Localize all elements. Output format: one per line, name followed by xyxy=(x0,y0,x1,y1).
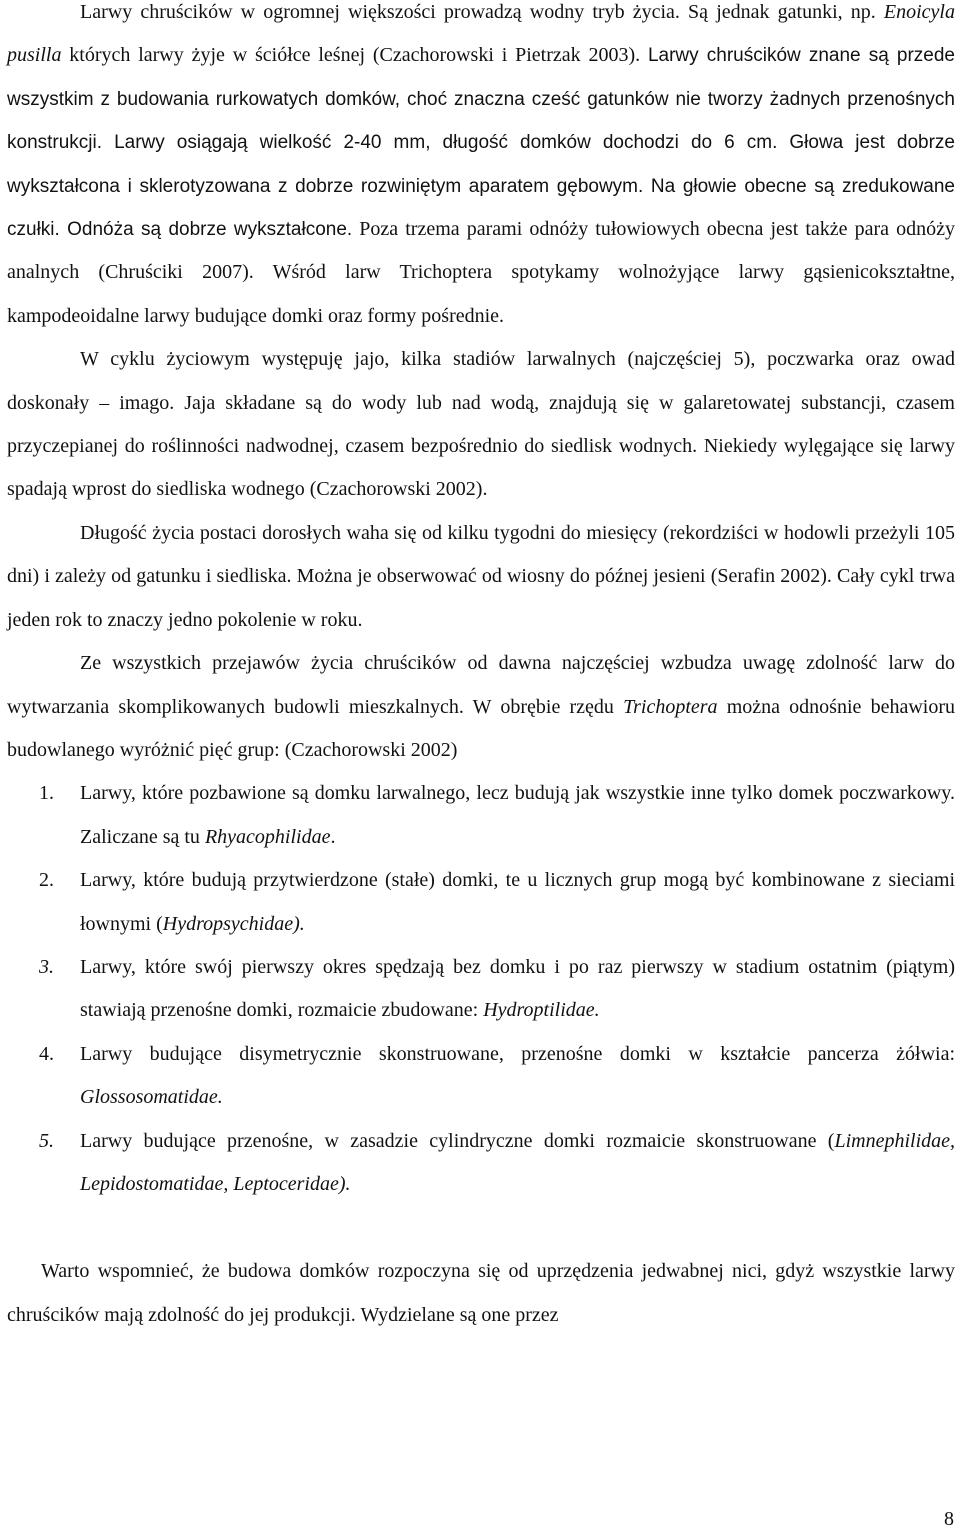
taxon-name: Limnephilidae, Lepidostomatidae, Leptoceridae). xyxy=(80,1129,955,1195)
taxon-name: Glossosomatidae. xyxy=(80,1086,223,1109)
list-text: Larwy, które swój pierwszy okres spędzają bez domku i po raz pierwszy w stadium ostatnim (piątym) stawiają przenośne domki, rozmaicie zbudowane: xyxy=(80,955,955,1022)
text-run: Wśród larw Trichoptera spotykamy wolnożyjące larwy gąsienicokształtne, kampodeoidalne larwy budujące domki oraz formy pośrednie. xyxy=(7,261,956,327)
list-text: . xyxy=(330,825,336,848)
list-item xyxy=(7,859,955,946)
blank-line xyxy=(7,1206,955,1250)
taxon-name: Rhyacophilidae xyxy=(204,825,331,848)
taxon-name: Trichoptera xyxy=(623,695,718,718)
list-text: Larwy budujące przenośne, w zasadzie cylindryczne domki rozmaicie skonstruowane ( xyxy=(80,1129,835,1152)
text-run: można odnośnie behawioru budowlanego wyróżnić pięć grup: (Czachorowski 2002) xyxy=(7,695,955,761)
page-number: 8 xyxy=(944,1508,954,1530)
text-run-sans: Larwy chruścików znane są przede wszystkim z budowania rurkowatych domków, choć znaczna cześć gatunków nie tworzy żadnych przenośnych konstrukcji. Larwy osiągają wielkość 2-40 mm, długość domków dochodzi do 6 cm. Głowa jest dobrze wykształcona i sklerotyzowana z dobrze rozwiniętym aparatem gębowym. Na głowie obecne są zredukowane czułki. Odnóża są dobrze wykształcone. xyxy=(7,45,955,241)
paragraph-silk-production: Warto wspomnieć, że budowa domków rozpoczyna się od uprzędzenia jedwabnej nici, gdyż wszystkie larwy chruścików mają zdolność do jej produkcji. Wydzielane są one przez xyxy=(7,1260,955,1326)
building-groups-list xyxy=(7,772,955,1206)
document-page xyxy=(7,0,955,1337)
species-name: Enoicyla pusilla xyxy=(7,1,955,67)
paragraph-adult-lifespan: Długość życia postaci dorosłych waha się od kilku tygodni do miesięcy (rekordziści w hodowli przeżyli 105 dni) i zależy od gatunku i siedliska. Można je obserwować od wiosny do późnej jesieni (Serafin 2002). Cały cykl trwa jeden rok to znaczy jedno pokolenie w roku. xyxy=(7,521,955,631)
list-number: 5. xyxy=(39,1129,54,1152)
list-text: Larwy, które pozbawione są domku larwalnego, lecz budują jak wszystkie inne tylko domek poczwarkowy. Zaliczane są tu xyxy=(80,782,955,848)
list-text: Larwy budujące disymetrycznie skonstruowane, przenośne domki w kształcie pancerza żółwia: xyxy=(80,1042,955,1065)
text-run: Ze wszystkich przejawów życia chruścików od dawna najczęściej wzbudza uwagę zdolność larw do wytwarzania skomplikowanych budowli mieszkalnych. W obrębie rzędu xyxy=(7,652,955,718)
list-text: Larwy, które budują przytwierdzone (stałe) domki, te u licznych grup mogą być kombinowane z sieciami łownymi ( xyxy=(80,869,955,935)
list-number: 1. xyxy=(39,782,54,805)
list-number: 3. xyxy=(39,955,54,978)
list-number: 4. xyxy=(39,1042,54,1065)
taxon-name: Hydropsychidae). xyxy=(162,912,305,935)
list-item xyxy=(7,946,955,1033)
text-run: Larwy chruścików w ogromnej większości prowadzą wodny tryb życia. Są jednak gatunki, np. xyxy=(80,1,884,23)
list-item xyxy=(7,1120,955,1207)
taxon-name: Hydroptilidae. xyxy=(483,999,600,1022)
text-run: których larwy żyje w ściółce leśnej (Czachorowski i Pietrzak 2003). xyxy=(61,44,648,67)
paragraph-larvae-habitat xyxy=(7,0,955,338)
list-item xyxy=(7,1033,955,1120)
list-item xyxy=(7,772,955,859)
list-number: 2. xyxy=(39,869,54,892)
paragraph-life-cycle: W cyklu życiowym występuję jajo, kilka stadiów larwalnych (najczęściej 5), poczwarka oraz owad doskonały – imago. Jaja składane są do wody lub nad wodą, znajdują się w galaretowatej substancji, czasem przyczepianej do roślinności nadwodnej, czasem bezpośrednio do siedlisk wodnych. Niekiedy wylęgające się larwy spadają wprost do siedliska wodnego (Czachorowski 2002). xyxy=(7,348,955,501)
text-run: Poza trzema parami odnóży tułowiowych obecna jest także para odnóży analnych (Chruściki 2007). xyxy=(7,218,955,284)
paragraph-building-behaviour xyxy=(7,642,955,772)
